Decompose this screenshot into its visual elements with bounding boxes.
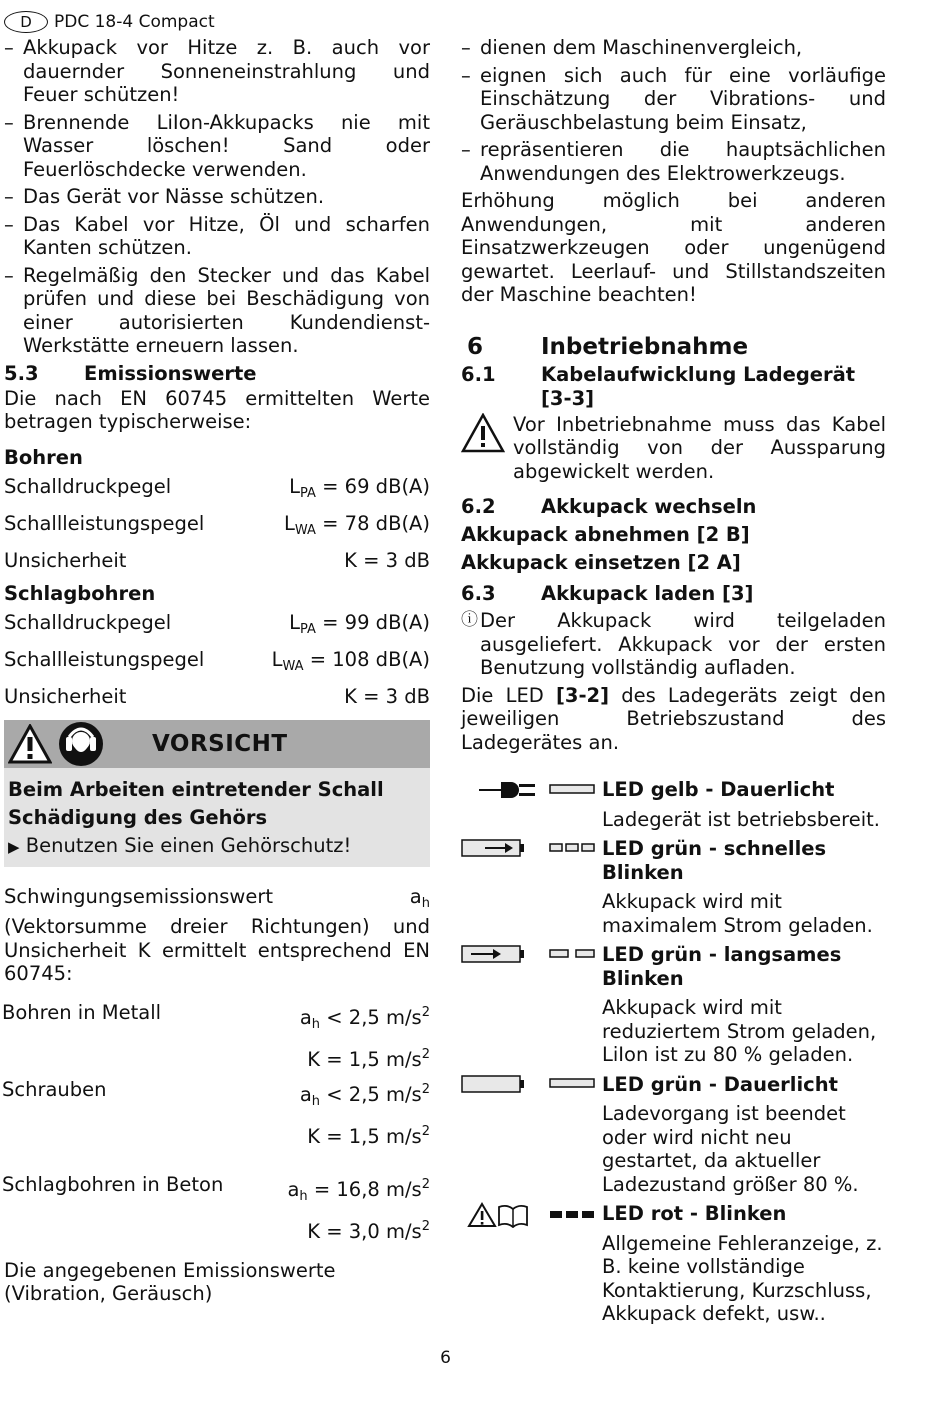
- row-label: Schallleistungspegel: [4, 647, 205, 671]
- row-label: Unsicherheit: [4, 548, 127, 572]
- subheading-insert: Akkupack einsetzen [2 A]: [461, 551, 741, 574]
- ear-protection-icon: [58, 721, 104, 767]
- led-state-text: [602, 1073, 886, 1197]
- section-title: Emissionswerte: [84, 361, 257, 385]
- row-label: Schlagbohren in Beton: [2, 1172, 224, 1196]
- led-intro: Die LED [3-2] des Ladegeräts zeigt den jeweiligen Betriebszustand des Ladegerätes an.: [461, 683, 887, 754]
- section-heading-6: [461, 333, 886, 361]
- led-state-desc: Akkupack wird mit reduziertem Strom geladen, LiIon ist zu 80 % geladen.: [602, 996, 877, 1066]
- warning-triangle-icon: [8, 724, 52, 764]
- vibration-row: [2, 998, 430, 1075]
- caution-action: ▶ Benutzen Sie einen Gehörschutz!: [8, 833, 352, 857]
- bohren-table: [4, 472, 430, 576]
- led-state: [461, 837, 886, 937]
- safety-bullet: – Regelmäßig den Stecker und das Kabel prüfen und diese bei Beschädigung von einer autorisierten Kundendienst-Werkstätte erneuern lassen.: [4, 264, 430, 358]
- row-value: $a_h = 16,8$ $m/s^2$ K = 3,0 $m/s^2$: [287, 1176, 430, 1243]
- led-state: [461, 778, 886, 831]
- right-column: [461, 36, 886, 1326]
- section-title: Akkupack laden [3]: [541, 582, 754, 605]
- safety-bullet: – Akkupack vor Hitze z. B. auch vor dauernder Sonneneinstrahlung und Feuer schützen!: [4, 36, 430, 107]
- safety-bullet: – Brennende LiIon-Akkupacks nie mit Wasser löschen! Sand oder Feuerlöschdecke verwenden.: [4, 111, 430, 182]
- led-state: [461, 1073, 886, 1197]
- warning-manual-icon: [461, 1202, 602, 1226]
- row-value: K = 3 dB: [344, 684, 430, 708]
- led-state-title: LED grün - schnelles Blinken: [602, 837, 827, 884]
- led-state-desc: Ladevorgang ist beendet oder wird nicht neu gestartet, da aktueller Ladezustand größer 80 %.: [602, 1102, 859, 1196]
- battery-fast-icon: [461, 837, 602, 861]
- battery-slow-icon: [461, 943, 602, 967]
- row-value: K = 3 dB: [344, 548, 430, 572]
- led-state-desc: Allgemeine Fehleranzeige, z. B. keine vollständige Kontaktierung, Kurzschluss, Akkupack defekt, usw..: [602, 1231, 883, 1325]
- emission-row: [4, 608, 430, 645]
- emission-closing: Die angegebenen Emissionswerte (Vibration, Geräusch): [4, 1258, 336, 1305]
- vibration-table: [2, 998, 430, 1247]
- info-icon: ⓘ: [461, 610, 478, 630]
- caution-body: [4, 768, 430, 867]
- emission-bullet: – dienen dem Maschinenvergleich,: [461, 36, 886, 60]
- note-text: Vor Inbetriebnahme muss das Kabel vollständig von der Aussparung abgewickelt werden.: [513, 412, 886, 483]
- row-value: $a_h < 2,5$ $m/s^2$ K = 1,5 $m/s^2$: [299, 1004, 430, 1071]
- language-badge: D: [4, 11, 48, 33]
- schlagbohren-table: [4, 608, 430, 712]
- led-state-text: [602, 778, 880, 831]
- led-state-text: [602, 1202, 886, 1326]
- section-title: Akkupack wechseln: [541, 495, 757, 518]
- vibration-row: [2, 1170, 430, 1247]
- emission-intro: Die nach EN 60745 ermittelten Werte betragen typischerweise:: [4, 386, 430, 433]
- row-value: $L_{PA} = 99$ dB(A): [289, 610, 430, 637]
- vibration-row: [2, 1075, 430, 1152]
- row-value: $L_{PA} = 69$ dB(A): [289, 474, 430, 501]
- battery-full-icon: [461, 1073, 602, 1097]
- caution-title: VORSICHT: [152, 730, 288, 757]
- led-state: [461, 943, 886, 1067]
- led-status-list: [461, 778, 886, 1326]
- section-number: 6: [467, 333, 484, 360]
- row-value: $L_{WA} = 108$ dB(A): [271, 647, 430, 674]
- led-state-title: LED grün - Dauerlicht: [602, 1072, 838, 1096]
- row-value: $L_{WA} = 78$ dB(A): [284, 511, 430, 538]
- emission-row: [4, 509, 430, 546]
- row-label: Bohren in Metall: [2, 1000, 162, 1024]
- note-text: Der Akkupack wird teilgeladen ausgeliefert. Akkupack vor der ersten Benutzung vollständig aufladen.: [480, 609, 886, 679]
- page-header: [4, 10, 215, 34]
- page-number: 6: [440, 1348, 451, 1368]
- emission-row: [4, 472, 430, 509]
- emission-note: Erhöhung möglich bei anderen Anwendungen, mit anderen Einsatzwerkzeugen oder ungenügend gewartet. Leerlauf- und Stillstandszeiten der Maschine beachten!: [461, 189, 886, 306]
- section-heading-6-1: [461, 363, 886, 411]
- row-value: $a_h < 2,5$ $m/s^2$ K = 1,5 $m/s^2$: [299, 1081, 430, 1148]
- bohren-heading: Bohren: [4, 445, 83, 469]
- section-number: 5.3: [4, 361, 39, 385]
- vibration-intro: Schwingungsemissionswert $a_h$ (Vektorsumme dreier Richtungen) und Unsicherheit K ermittelt entsprechend EN 60745:: [4, 884, 430, 985]
- caution-line: Schädigung des Gehörs: [8, 805, 268, 829]
- emission-bullet: – repräsentieren die hauptsächlichen Anwendungen des Elektrowerkzeugs.: [461, 138, 886, 185]
- row-label: Schallleistungspegel: [4, 511, 205, 535]
- row-label: Unsicherheit: [4, 684, 127, 708]
- emission-row: [4, 546, 430, 576]
- section-heading-6-2: [461, 493, 886, 521]
- cable-note: [461, 413, 886, 484]
- document-title: PDC 18-4 Compact: [54, 12, 215, 32]
- section-number: 6.3: [461, 582, 496, 605]
- caution-line: Beim Arbeiten eintretender Schall: [8, 777, 384, 801]
- section-heading-6-3: [461, 579, 886, 609]
- emission-row: [4, 645, 430, 682]
- schlagbohren-heading: Schlagbohren: [4, 581, 156, 605]
- led-state-title: LED grün - langsames Blinken: [602, 943, 842, 990]
- led-state-text: [602, 943, 886, 1067]
- led-state-title: LED rot - Blinken: [602, 1202, 787, 1225]
- section-number: 6.2: [461, 495, 496, 518]
- led-state-text: [602, 837, 886, 937]
- left-column: [4, 36, 430, 1306]
- section-heading-5-3: [4, 361, 430, 387]
- emission-row: [4, 682, 430, 712]
- section-number: 6.1: [461, 362, 496, 386]
- led-state: [461, 1202, 886, 1326]
- row-label: Schalldruckpegel: [4, 474, 172, 498]
- emission-bullet: – eignen sich auch für eine vorläufige Einschätzung der Vibrations- und Geräuschbelastung beim Einsatz,: [461, 64, 886, 135]
- section-title: Kabelaufwicklung Ladegerät [3-3]: [541, 362, 856, 410]
- safety-bullet: – Das Kabel vor Hitze, Öl und scharfen Kanten schützen.: [4, 213, 430, 260]
- plug-icon: [461, 778, 602, 802]
- row-label: Schalldruckpegel: [4, 610, 172, 634]
- triangle-right-icon: ▶: [8, 837, 20, 856]
- subheading-remove: Akkupack abnehmen [2 B]: [461, 523, 750, 546]
- charge-note: [461, 609, 886, 680]
- led-state-title: LED gelb - Dauerlicht: [602, 778, 835, 801]
- caution-header: [4, 720, 430, 768]
- warning-icon: [461, 413, 513, 484]
- led-state-desc: Akkupack wird mit maximalem Strom geladen.: [602, 890, 873, 937]
- safety-bullet: – Das Gerät vor Nässe schützen.: [4, 185, 430, 209]
- led-state-desc: Ladegerät ist betriebsbereit.: [602, 807, 881, 831]
- caution-box: [4, 720, 430, 867]
- row-label: Schrauben: [2, 1077, 107, 1101]
- section-title: Inbetriebnahme: [541, 333, 749, 360]
